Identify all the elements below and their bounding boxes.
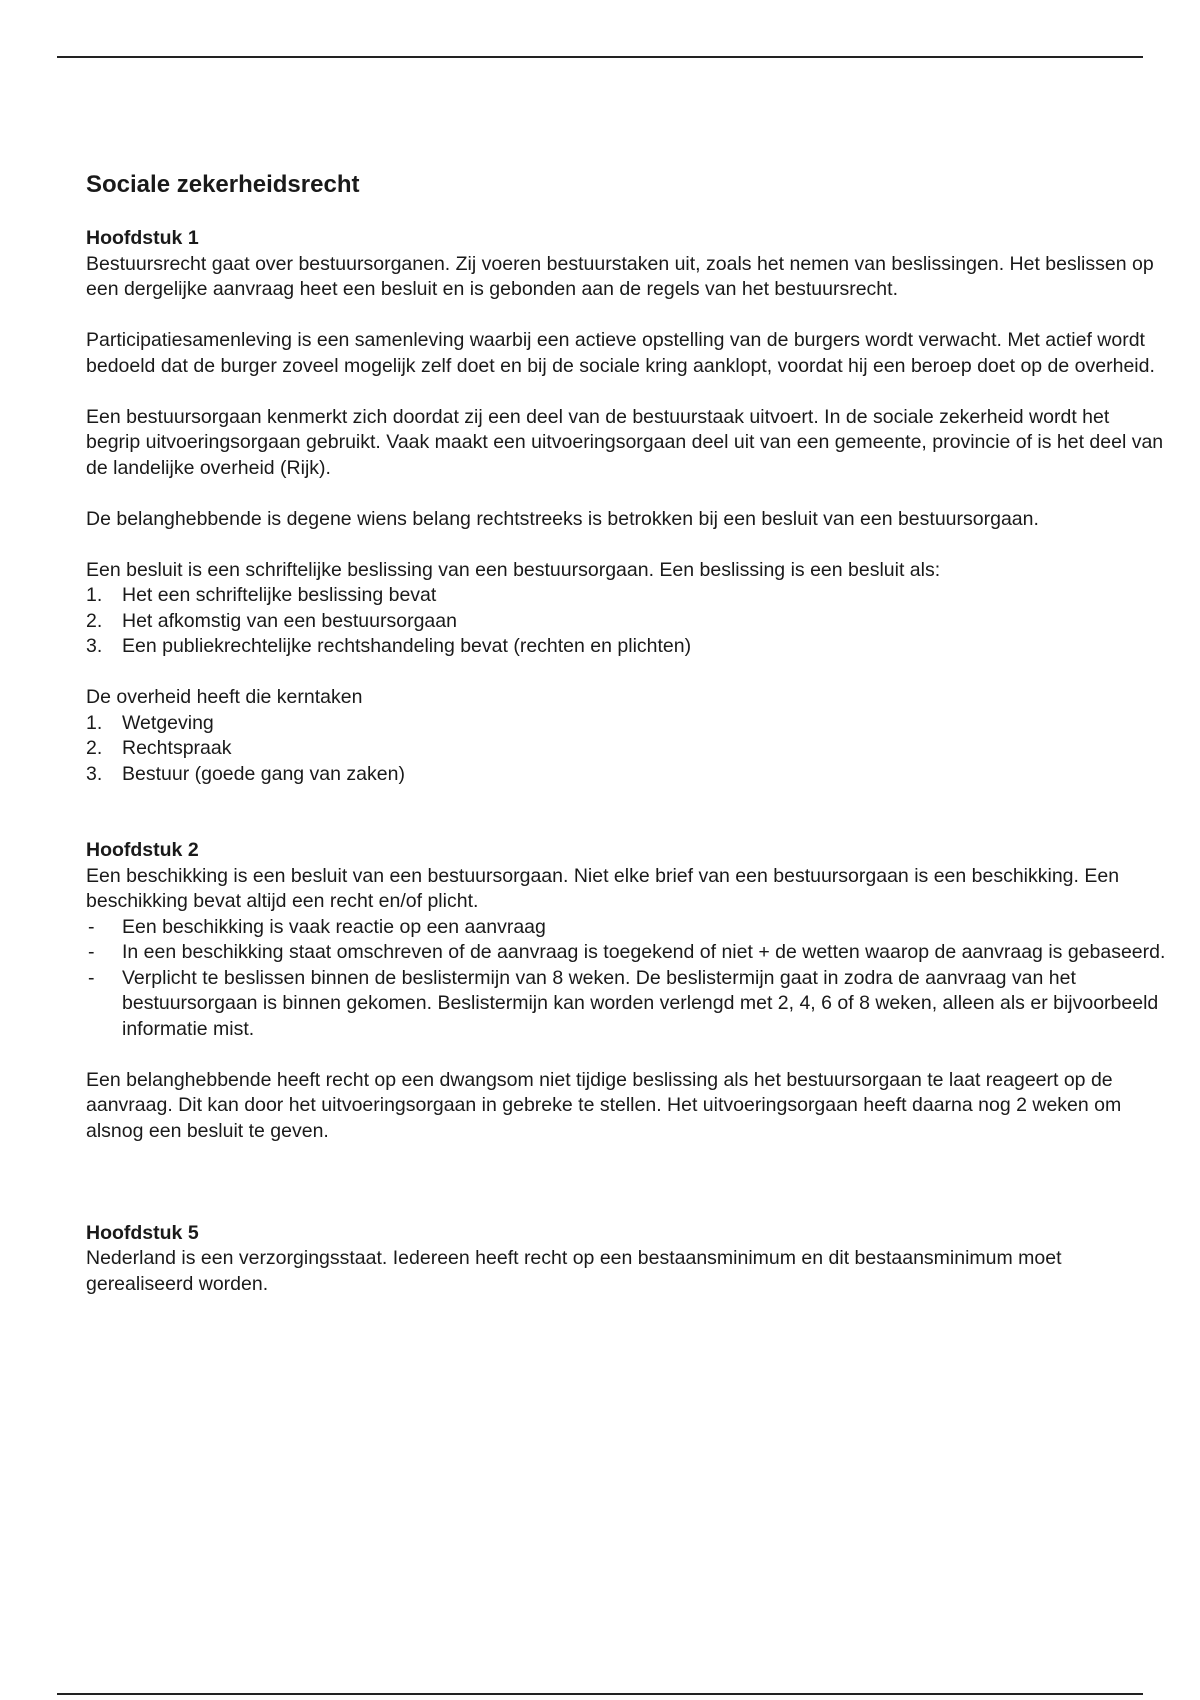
beschikking-bullet-list (86, 915, 1166, 1043)
list-item-text: Het een schriftelijke beslissing bevat (122, 584, 437, 606)
bullet-marker: - (88, 941, 95, 963)
chapter-1-paragraph-1: Bestuursrecht gaat over bestuursorganen. Zij voeren bestuurstaken uit, zoals het nemen van beslissingen. Het beslissen op een dergelijke aanvraag heet een besluit en is gebonden aan de regels van het bestuursrecht. (86, 252, 1154, 300)
chapter-2-paragraph-1: Een beschikking is een besluit van een bestuursorgaan. Niet elke brief van een bestuursorgaan is een beschikking. Een beschikking bevat altijd een recht en/of plicht. (86, 864, 1120, 912)
list-item-text: Rechtspraak (122, 737, 232, 759)
list-item-text: Het afkomstig van een bestuursorgaan (122, 609, 457, 632)
list-marker: 3. (86, 635, 103, 657)
kerntaken-list (86, 711, 1166, 788)
list-item (86, 966, 1166, 1043)
chapter-1-paragraph-3: Een bestuursorgaan kenmerkt zich doordat zij een deel van de bestuurstaak uitvoert. In de sociale zekerheid wordt het begrip uitvoeringsorgaan gebruikt. Vaak maakt een uitvoeringsorgaan deel uit van een gemeente, provincie of is het deel van de landelijke overheid (Rijk). (86, 405, 1164, 479)
bullet-marker: - (88, 915, 95, 938)
chapter-5-heading: Hoofdstuk 5 (86, 1221, 199, 1244)
list-item (86, 762, 1166, 788)
list-item (86, 736, 1166, 762)
list-marker: 2. (86, 609, 103, 632)
list-item (86, 583, 1166, 609)
document-body (86, 170, 1166, 1323)
chapter-1-paragraph-6: De overheid heeft die kerntaken (86, 686, 363, 708)
chapter-1-paragraph-4: De belanghebbende is degene wiens belang rechtstreeks is betrokken bij een besluit van een bestuursorgaan. (86, 507, 1039, 530)
list-item-text: Wetgeving (122, 711, 214, 734)
list-item-text: Een beschikking is vaak reactie op een aanvraag (122, 915, 546, 938)
list-item-text: Bestuur (goede gang van zaken) (122, 762, 405, 785)
spacer (86, 813, 1166, 839)
chapter-5-paragraph-1: Nederland is een verzorgingsstaat. Iedereen heeft recht op een bestaansminimum en dit bestaansminimum moet gerealiseerd worden. (86, 1247, 1062, 1295)
chapter-2-heading: Hoofdstuk 2 (86, 839, 199, 861)
list-marker: 1. (86, 711, 103, 734)
list-marker: 2. (86, 737, 103, 759)
list-marker: 3. (86, 762, 103, 785)
list-item-text: Een publiekrechtelijke rechtshandeling bevat (rechten en plichten) (122, 635, 692, 657)
list-item (86, 940, 1166, 966)
chapter-1-paragraph-5: Een besluit is een schriftelijke beslissing van een bestuursorgaan. Een beslissing is een besluit als: (86, 558, 941, 581)
chapter-5 (86, 1221, 1166, 1298)
besluit-criteria-list (86, 583, 1166, 660)
document-title: Sociale zekerheidsrecht (86, 171, 360, 198)
header-rule (57, 56, 1143, 58)
footer-rule (57, 1693, 1143, 1695)
chapter-1-heading: Hoofdstuk 1 (86, 227, 199, 249)
chapter-1-paragraph-2: Participatiesamenleving is een samenleving waarbij een actieve opstelling van de burgers wordt verwacht. Met actief wordt bedoeld dat de burger zoveel mogelijk zelf doet en bij de sociale kring aanklopt, voordat hij een beroep doet op de overheid. (86, 329, 1155, 377)
chapter-2 (86, 838, 1166, 1144)
list-item (86, 915, 1166, 941)
chapter-2-paragraph-2: Een belanghebbende heeft recht op een dwangsom niet tijdige beslissing als het bestuursorgaan te laat reageert op de aanvraag. Dit kan door het uitvoeringsorgaan in gebreke te stellen. Het uitvoeringsorgaan heeft daarna nog 2 weken om alsnog een besluit te geven. (86, 1068, 1122, 1142)
spacer (86, 1170, 1166, 1221)
list-marker: 1. (86, 584, 103, 606)
bullet-marker: - (88, 966, 95, 989)
list-item (86, 711, 1166, 737)
list-item (86, 609, 1166, 635)
list-item-text: In een beschikking staat omschreven of de aanvraag is toegekend of niet + de wetten waarop de aanvraag is gebaseerd. (122, 941, 1166, 963)
list-item-text: Verplicht te beslissen binnen de beslistermijn van 8 weken. De beslistermijn gaat in zodra de aanvraag van het bestuursorgaan is binnen gekomen. Beslistermijn kan worden verlengd met 2, 4, 6 of 8 weken, alleen als er bijvoorbeeld informatie mist. (122, 966, 1159, 1040)
list-item (86, 634, 1166, 660)
chapter-1 (86, 226, 1166, 787)
